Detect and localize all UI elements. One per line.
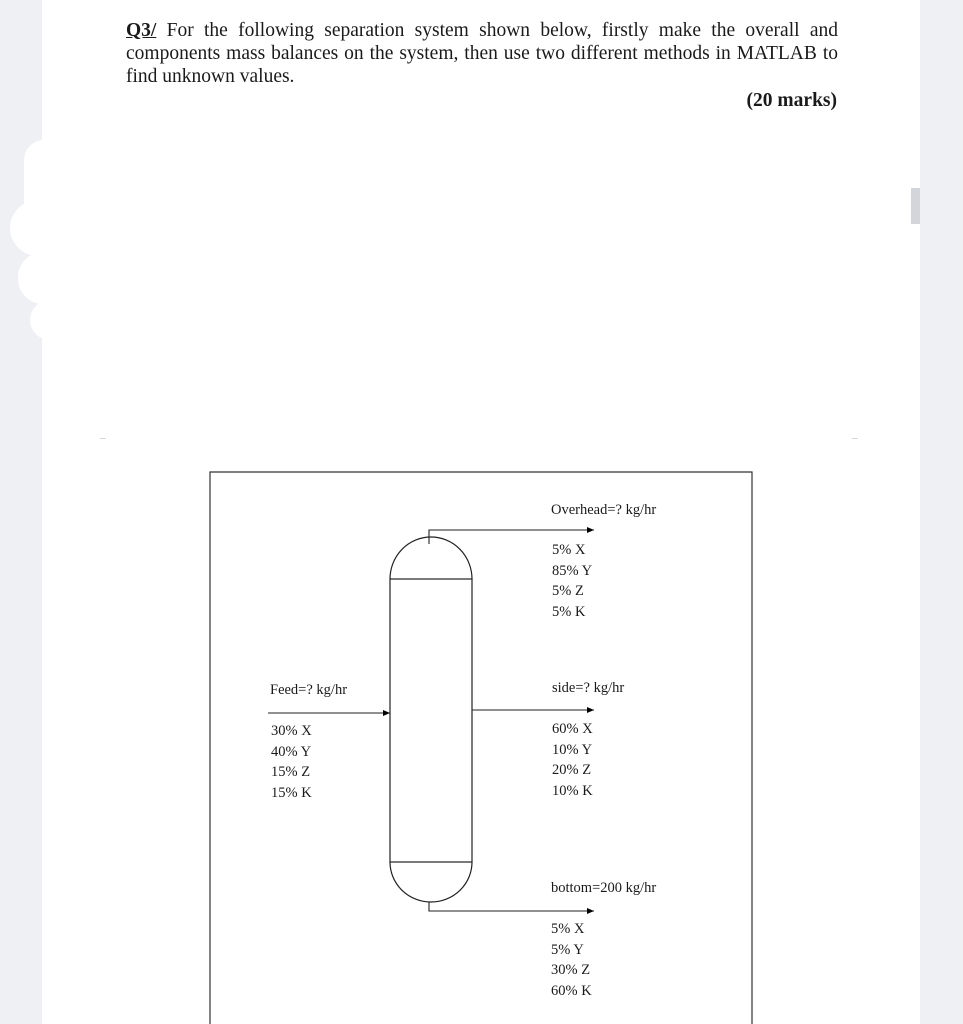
overhead-y: 85% Y <box>552 562 593 579</box>
question-body: For the following separation system shown below, firstly make the overall and components mass balances on the system, then use two different methods in MATLAB to find unknown values. <box>126 20 838 87</box>
bottom-x: 5% X <box>551 921 585 937</box>
marks-label: (20 marks) <box>746 90 837 111</box>
feed-label: Feed=? kg/hr <box>270 682 348 698</box>
overhead-z: 5% Z <box>552 583 584 599</box>
feed-z: 15% Z <box>271 764 311 780</box>
side-label: side=? kg/hr <box>552 680 625 696</box>
bottom-label: bottom=200 kg/hr <box>551 880 657 896</box>
bottom-y: 5% Y <box>551 941 584 958</box>
side-y: 10% Y <box>552 741 593 758</box>
bottom-z: 30% Z <box>551 962 591 978</box>
column-body <box>390 579 472 862</box>
question-number: Q3/ <box>126 20 157 41</box>
side-z: 20% Z <box>552 762 592 778</box>
side-composition <box>552 719 593 801</box>
feed-x: 30% X <box>271 723 312 739</box>
bottom-composition <box>551 919 592 1001</box>
overhead-composition <box>552 540 592 622</box>
overhead-x: 5% X <box>552 542 586 558</box>
side-x: 60% X <box>552 721 593 737</box>
feed-composition <box>271 721 312 803</box>
bottom-stream-arrow <box>429 902 594 911</box>
column-bottom-head <box>390 862 472 902</box>
feed-k: 15% K <box>271 784 312 801</box>
side-k: 10% K <box>552 782 593 799</box>
overhead-label: Overhead=? kg/hr <box>551 502 657 518</box>
feed-y: 40% Y <box>271 743 312 760</box>
bottom-k: 60% K <box>551 982 592 999</box>
overhead-k: 5% K <box>552 603 586 620</box>
column-top-head <box>390 537 472 579</box>
